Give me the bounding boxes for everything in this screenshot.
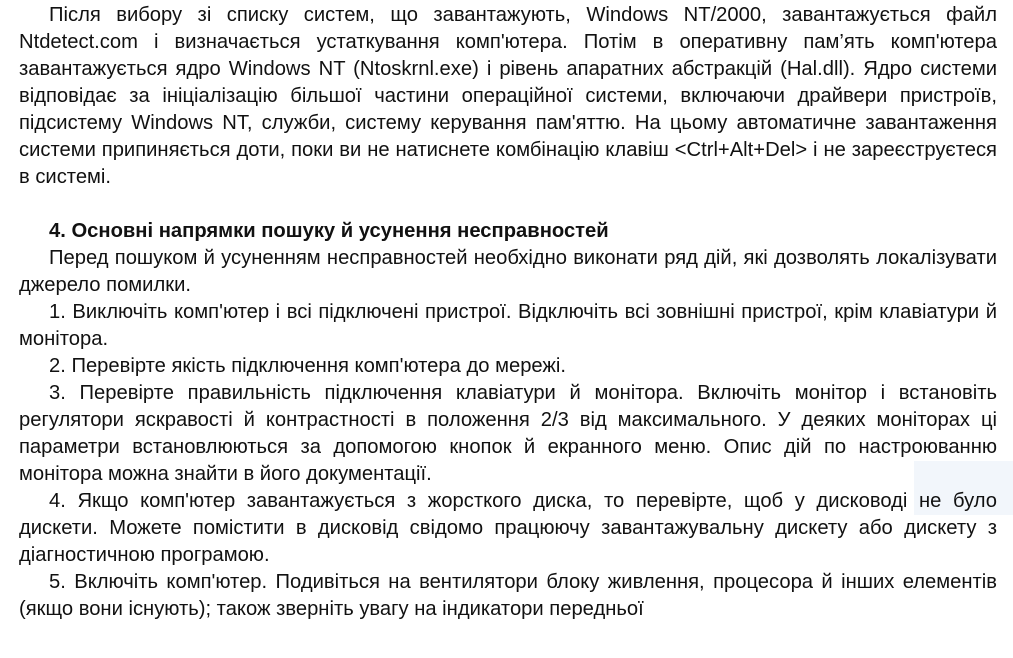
step-5-paragraph: 5. Включіть комп'ютер. Подивіться на вентилятори блоку живлення, процесора й інших елементів (якщо вони існують); також зверніть увагу на індикатори передньої bbox=[19, 571, 997, 620]
step-3-paragraph: 3. Перевірте правильність підключення клавіатури й монітора. Включіть монітор і встановіть регулятори яскравості й контрастності в положення 2/3 від максимального. У деяких моніторах ці параметри встановлюються за допомогою кнопок й екранного меню. Опис дій по настроюванню монітора можна знайти в його документації. bbox=[19, 382, 997, 485]
intro-paragraph: Після вибору зі списку систем, що завантажують, Windows NT/2000, завантажується файл Ntdetect.com і визначається устаткування комп'ютера. Потім в оперативну пам’ять комп'ютера завантажується ядро Windows NT (Ntoskrnl.exe) і рівень апаратних абстракцій (Hal.dll). Ядро системи відповідає за ініціалізацію більшої частини операційної системи, включаючи драйвери пристроїв, підсистему Windows NT, служби, систему керування пам'яттю. На цьому автоматичне завантаження системи припиняється доти, поки ви не натиснете комбінацію клавіш <Ctrl+Alt+Del> і не зареєструєтеся в системі. bbox=[19, 4, 997, 188]
document-page bbox=[19, 2, 997, 623]
step-2-paragraph: 2. Перевірте якість підключення комп'ютера до мережі. bbox=[49, 355, 567, 377]
paragraph-spacer bbox=[19, 191, 997, 218]
step-1-paragraph: 1. Виключіть комп'ютер і всі підключені пристрої. Відключіть всі зовнішні пристрої, крім клавіатури й монітора. bbox=[19, 301, 997, 350]
lead-paragraph: Перед пошуком й усуненням несправностей необхідно виконати ряд дій, які дозволять локалізувати джерело помилки. bbox=[19, 247, 997, 296]
step-4-paragraph: 4. Якщо комп'ютер завантажується з жорсткого диска, то перевірте, щоб у дисководі не було дискети. Можете помістити в дисковід свідомо працюючу завантажувальну дискету або дискету з діагностичною програмою. bbox=[19, 490, 997, 566]
section-heading: 4. Основні напрямки пошуку й усунення несправностей bbox=[49, 220, 609, 242]
